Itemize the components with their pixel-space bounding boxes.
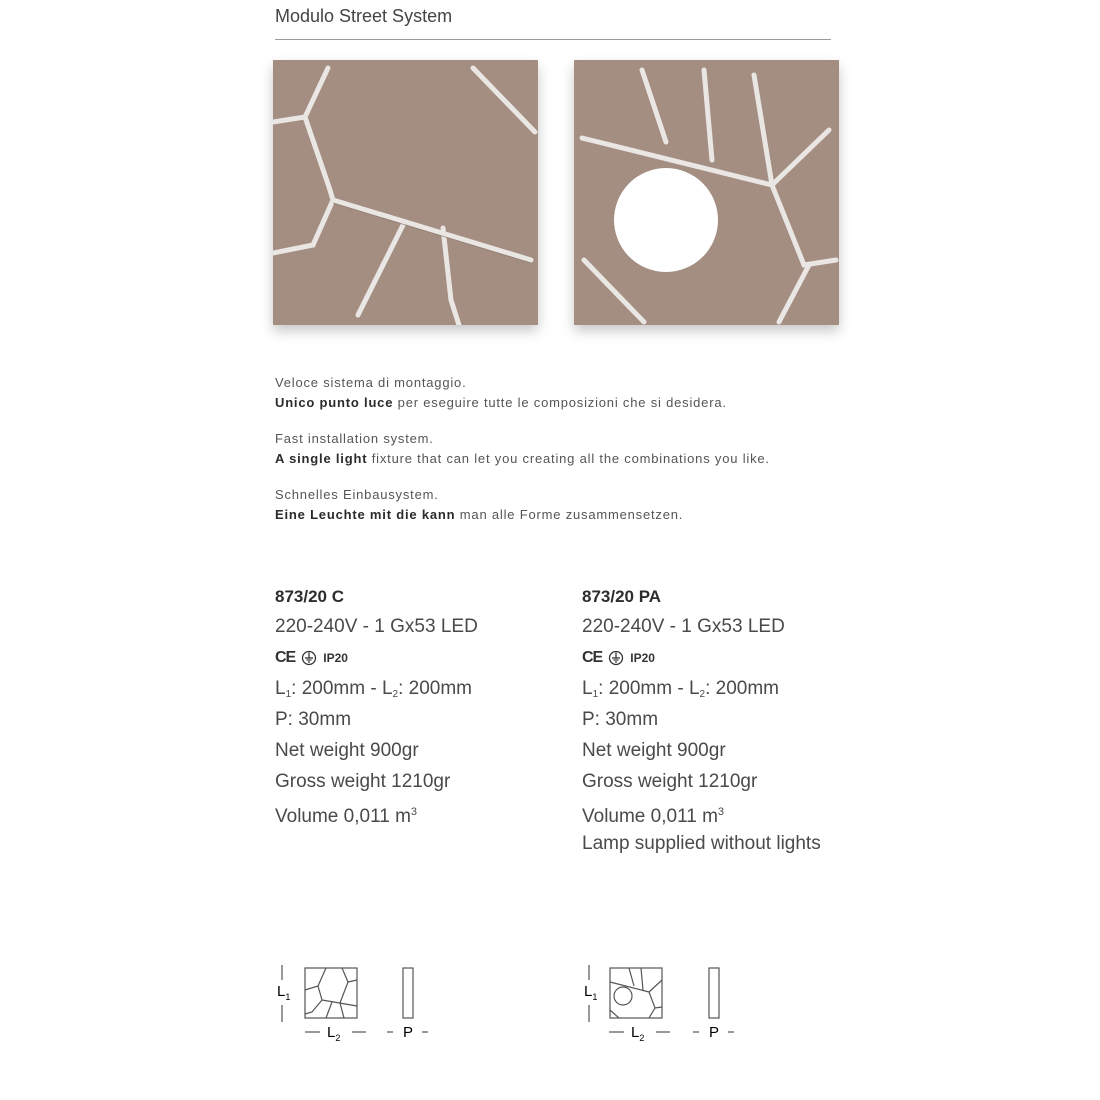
l1-value: : 200mm - bbox=[598, 678, 689, 699]
drawing-l2-label: $L_2$ bbox=[327, 1024, 341, 1043]
description-italian bbox=[275, 373, 727, 413]
description-it-line2 bbox=[275, 393, 727, 413]
l2-value: : 200mm bbox=[398, 678, 473, 699]
volume-spec bbox=[582, 797, 882, 828]
l1-label: L bbox=[275, 678, 286, 699]
spec-column-873-20-c bbox=[275, 583, 575, 828]
net-weight: Net weight 900gr bbox=[582, 740, 726, 761]
volume-exponent: 3 bbox=[717, 806, 725, 818]
l1-subscript: 1 bbox=[592, 689, 599, 700]
earth-ground-icon bbox=[608, 650, 624, 666]
depth-spec: P: 30mm bbox=[275, 709, 352, 730]
product-image-873-20-pa bbox=[574, 60, 839, 325]
ip-rating: IP20 bbox=[630, 650, 655, 665]
product-code: 873/20 C bbox=[275, 587, 344, 606]
depth-spec: P: 30mm bbox=[582, 709, 659, 730]
lamp-note: Lamp supplied without lights bbox=[582, 833, 821, 854]
net-weight: Net weight 900gr bbox=[275, 740, 419, 761]
description-de-rest: man alle Forme zusammensetzen. bbox=[455, 507, 684, 522]
drawing-p-label: P bbox=[709, 1024, 720, 1041]
certifications bbox=[275, 642, 575, 673]
volume-exponent: 3 bbox=[410, 806, 418, 818]
drawing-l2-label: $L_2$ bbox=[631, 1024, 645, 1043]
ce-mark: CE bbox=[582, 648, 603, 666]
earth-ground-icon bbox=[301, 650, 317, 666]
tile-pa-graphic bbox=[574, 60, 839, 325]
l2-subscript: 2 bbox=[392, 689, 399, 700]
drawing-l1-label: $L_1$ bbox=[584, 983, 598, 1002]
title-divider bbox=[275, 39, 831, 40]
description-german bbox=[275, 485, 683, 525]
description-it-bold: Unico punto luce bbox=[275, 395, 394, 410]
description-it-rest: per eseguire tutte le composizioni che si desidera. bbox=[393, 395, 727, 410]
gross-weight: Gross weight 1210gr bbox=[582, 771, 758, 792]
gross-weight: Gross weight 1210gr bbox=[275, 771, 451, 792]
l2-subscript: 2 bbox=[699, 689, 706, 700]
page-title: Modulo Street System bbox=[275, 6, 453, 26]
drawing-pa-svg bbox=[577, 960, 757, 1055]
description-it-line1: Veloce sistema di montaggio. bbox=[275, 375, 467, 390]
description-de-bold: Eine Leuchte mit die kann bbox=[275, 507, 456, 522]
volume-value: Volume 0,011 m bbox=[275, 806, 411, 827]
l1-label: L bbox=[582, 678, 593, 699]
description-english bbox=[275, 429, 770, 469]
description-en-rest: fixture that can let you creating all the combinations you like. bbox=[367, 451, 770, 466]
drawing-l1-label: $L_1$ bbox=[277, 983, 291, 1002]
power-spec: 220-240V - 1 Gx53 LED bbox=[275, 616, 478, 637]
product-image-873-20-c bbox=[273, 60, 538, 325]
description-de-line2 bbox=[275, 505, 683, 525]
technical-drawing-873-20-pa bbox=[577, 960, 757, 1055]
l2-value: : 200mm bbox=[705, 678, 780, 699]
description-en-line1: Fast installation system. bbox=[275, 431, 434, 446]
l2-label: L bbox=[688, 678, 700, 699]
spec-column-873-20-pa bbox=[582, 583, 882, 859]
description-en-line2 bbox=[275, 449, 770, 469]
product-code: 873/20 PA bbox=[582, 587, 662, 606]
power-spec: 220-240V - 1 Gx53 LED bbox=[582, 616, 785, 637]
l2-label: L bbox=[381, 678, 393, 699]
l1-value: : 200mm - bbox=[291, 678, 382, 699]
volume-spec bbox=[275, 797, 575, 828]
ce-mark: CE bbox=[275, 648, 296, 666]
description-en-bold: A single light bbox=[275, 451, 368, 466]
volume-value: Volume 0,011 m bbox=[582, 806, 718, 827]
certifications bbox=[582, 642, 882, 673]
dimensions-l1-l2 bbox=[582, 673, 882, 704]
ip-rating: IP20 bbox=[323, 650, 348, 665]
drawing-c-svg bbox=[270, 960, 450, 1055]
description-de-line1: Schnelles Einbausystem. bbox=[275, 487, 439, 502]
light-opening bbox=[614, 168, 718, 272]
l1-subscript: 1 bbox=[285, 689, 292, 700]
dimensions-l1-l2 bbox=[275, 673, 575, 704]
technical-drawing-873-20-c bbox=[270, 960, 450, 1055]
drawing-p-label: P bbox=[403, 1024, 414, 1041]
tile-c-graphic bbox=[273, 60, 538, 325]
